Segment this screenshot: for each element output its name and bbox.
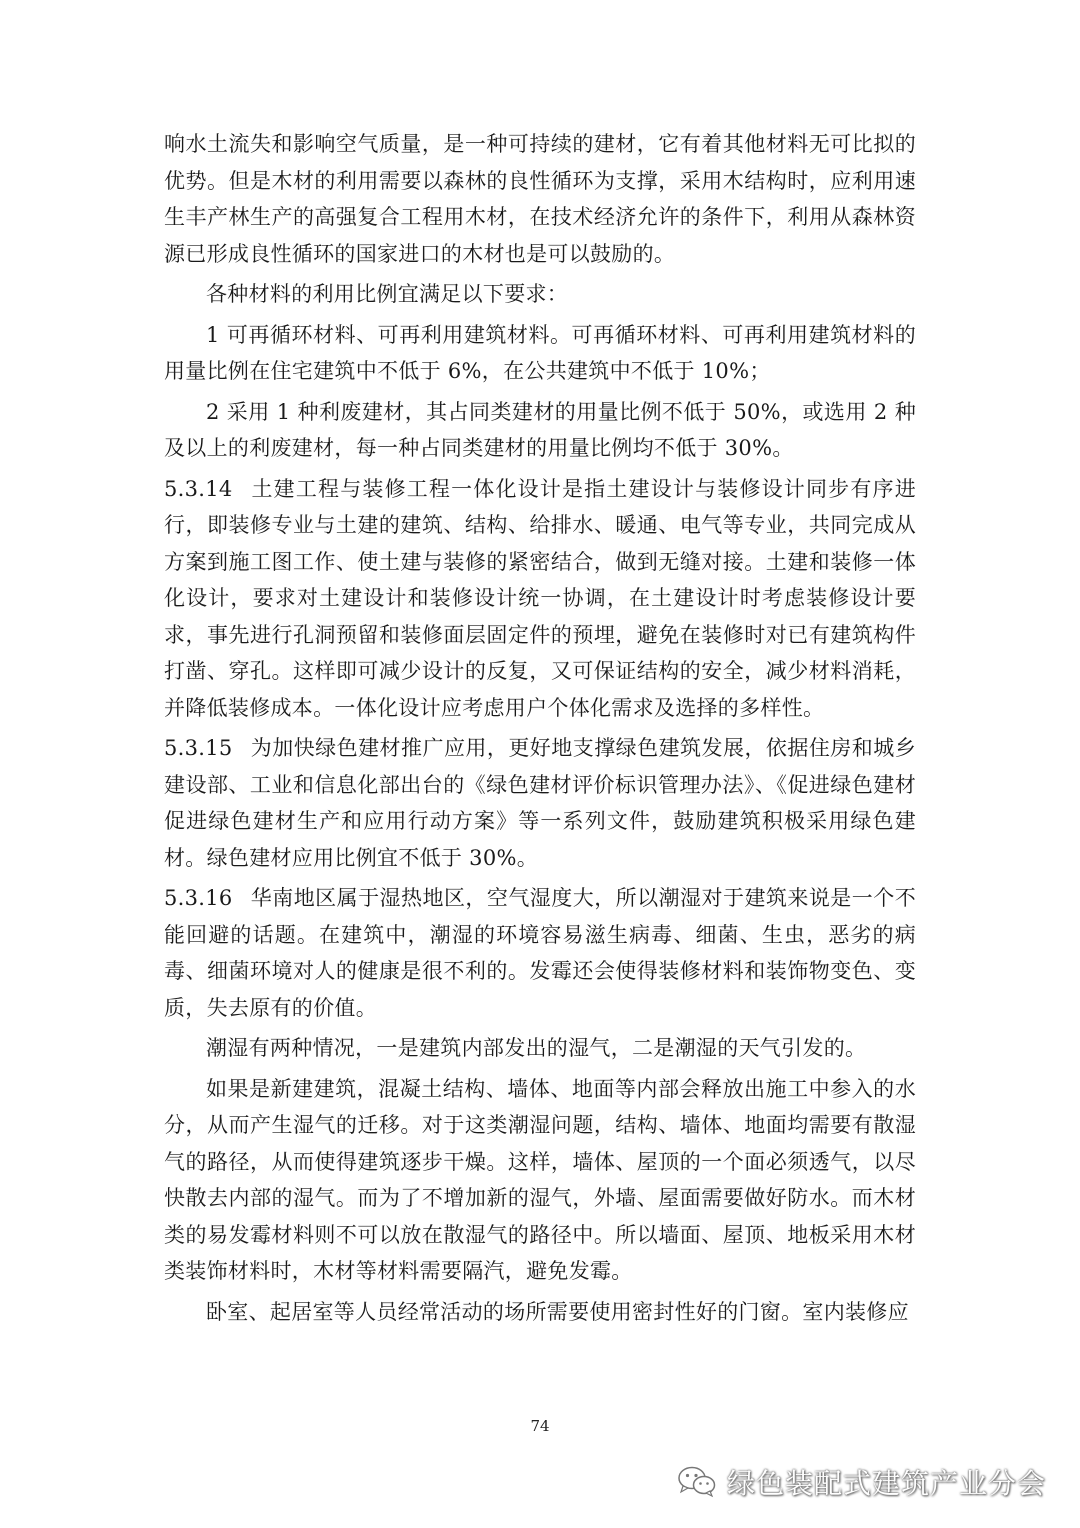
clause-5-3-16: [164, 880, 916, 1026]
list-item-waste-materials: 2 采用 1 种利废建材，其占同类建材的用量比例不低于 50%，或选用 2 种及以上的利废建材，每一种占同类建材的用量比例均不低于 30%。: [164, 399, 916, 460]
page-number: 74: [530, 1417, 550, 1435]
clause-text: 土建工程与装修工程一体化设计是指土建设计与装修设计同步有序进行，即装修专业与土建的建筑、结构、给排水、暖通、电气等专业，共同完成从方案到施工图工作、使土建与装修的紧密结合，做到无缝对接。土建和装修一体化设计，要求对土建设计和装修设计统一协调，在土建设计时考虑装修设计要求，事先进行孔洞预留和装修面层固定件的预埋，避免在装修时对已有建筑构件打凿、穿孔。这样即可减少设计的反复，又可保证结构的安全，减少材料消耗，并降低装修成本。一体化设计应考虑用户个体化需求及选择的多样性。: [164, 476, 916, 720]
paragraph-bedroom-windows: 卧室、起居室等人员经常活动的场所需要使用密封性好的门窗。室内装修应: [206, 1299, 909, 1324]
paragraph-wood-materials: 响水土流失和影响空气质量，是一种可持续的建材，它有着其他材料无可比拟的优势。但是木材的利用需要以森林的良性循环为支撑，采用木结构时，应利用速生丰产林生产的高强复合工程用木材，在技术经济允许的条件下，利用从森林资源已形成良性循环的国家进口的木材也是可以鼓励的。: [164, 132, 916, 266]
watermark-text: 绿色装配式建筑产业分会: [726, 1467, 1046, 1500]
paragraph-humidity-types: 潮湿有两种情况，一是建筑内部发出的湿气，二是潮湿的天气引发的。: [206, 1036, 867, 1060]
document-body: [164, 126, 916, 1330]
clause-number: 5.3.16: [164, 886, 233, 910]
clause-text: 华南地区属于湿热地区，空气湿度大，所以潮湿对于建筑来说是一个不能回避的话题。在建筑中，潮湿的环境容易滋生病毒、细菌、生虫，恶劣的病毒、细菌环境对人的健康是很不利的。发霉还会使得装修材料和装饰物变色、变质，失去原有的价值。: [164, 886, 916, 1020]
list-item-recyclable-materials: 1 可再循环材料、可再利用建筑材料。可再循环材料、可再利用建筑材料的用量比例在住宅建筑中不低于 6%，在公共建筑中不低于 10%；: [164, 322, 916, 383]
paragraph-new-building-moisture: 如果是新建建筑，混凝土结构、墙体、地面等内部会释放出施工中参入的水分，从而产生湿气的迁移。对于这类潮湿问题，结构、墙体、地面均需要有散湿气的路径，从而使得建筑逐步干燥。这样，墙体、屋顶的一个面必须透气，以尽快散去内部的湿气。而为了不增加新的湿气，外墙、屋面需要做好防水。而木材类的易发霉材料则不可以放在散湿气的路径中。所以墙面、屋顶、地板采用木材类装饰材料时，木材等材料需要隔汽，避免发霉。: [164, 1076, 916, 1283]
watermark: [677, 1462, 1046, 1502]
wechat-icon: [677, 1465, 717, 1499]
clause-text: 为加快绿色建材推广应用，更好地支撑绿色建筑发展，依据住房和城乡建设部、工业和信息化部出台的《绿色建材评价标识管理办法》、《促进绿色建材促进绿色建材生产和应用行动方案》等一系列文件，鼓励建筑积极采用绿色建材。绿色建材应用比例宜不低于 30%。: [164, 736, 916, 870]
clause-number: 5.3.14: [164, 476, 233, 501]
paragraph-material-ratio-intro: 各种材料的利用比例宜满足以下要求：: [206, 282, 569, 306]
clause-5-3-14: [164, 471, 916, 727]
clause-number: 5.3.15: [164, 736, 233, 760]
clause-5-3-15: [164, 730, 916, 876]
